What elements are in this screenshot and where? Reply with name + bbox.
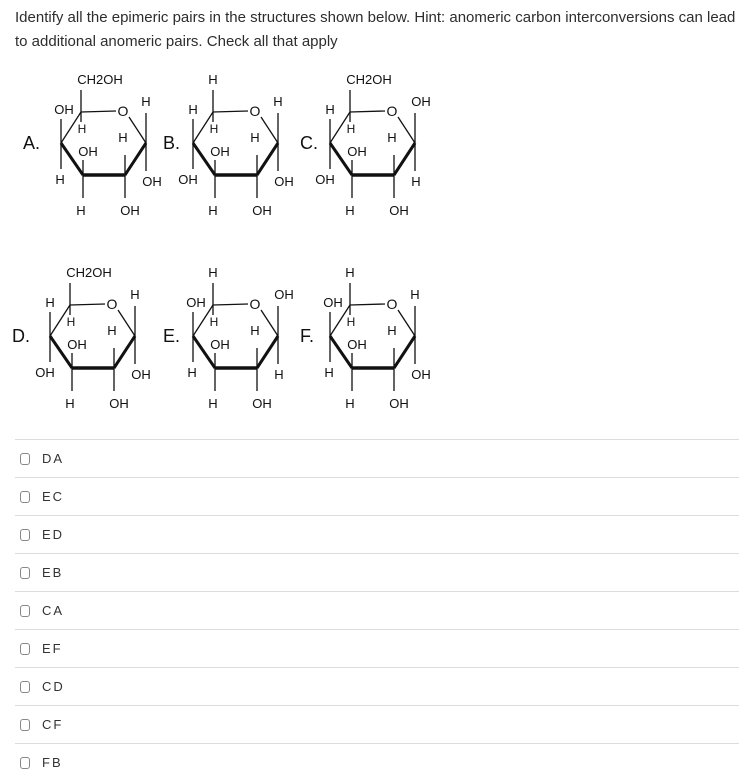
ring-oxygen: O (249, 296, 261, 312)
substituent-down: OH (411, 367, 431, 382)
substituent-up: H (107, 323, 117, 338)
structure-label: D. (12, 326, 30, 346)
substituent-down: H (76, 203, 86, 218)
structure-c (300, 72, 431, 218)
substituent-up: OH (210, 144, 230, 159)
substituent-down: OH (35, 365, 55, 380)
bond (129, 117, 146, 143)
checkbox[interactable] (20, 719, 30, 731)
bond (398, 117, 415, 143)
option-label: EB (42, 565, 64, 580)
checkbox[interactable] (20, 567, 30, 579)
substituent-up: H (273, 94, 283, 109)
bond (261, 310, 278, 336)
structure-b (163, 72, 294, 218)
substituent-down: H (209, 122, 219, 136)
substituent-up: OH (347, 144, 367, 159)
substituent-down: H (346, 315, 356, 329)
substituent-up: H (208, 72, 218, 87)
substituent-up: OH (323, 295, 343, 310)
substituent-down: H (346, 122, 356, 136)
substituent-down: H (66, 315, 76, 329)
structure-d (12, 265, 151, 411)
bold-bond (257, 143, 278, 175)
substituent-up: OH (78, 144, 98, 159)
substituent-up: H (118, 130, 128, 145)
structure-f (300, 265, 431, 411)
bond (70, 304, 105, 305)
option-row[interactable] (15, 439, 739, 477)
option-row[interactable] (15, 667, 739, 705)
bond (213, 111, 248, 112)
substituent-down: OH (389, 203, 409, 218)
ring-oxygen: O (386, 296, 398, 312)
substituent-down: H (65, 396, 75, 411)
ring-oxygen: O (249, 103, 261, 119)
option-label: DA (42, 451, 65, 466)
substituent-down: OH (274, 174, 294, 189)
substituent-down: OH (131, 367, 151, 382)
question-text: Identify all the epimeric pairs in the structures shown below. Hint: anomeric carbon interconversions can lead to additional anomeric pairs. Check all that apply (15, 9, 736, 50)
substituent-up: OH (274, 287, 294, 302)
substituent-down: H (411, 174, 421, 189)
bond (350, 111, 385, 112)
bond (398, 310, 415, 336)
substituent-up: CH2OH (77, 72, 123, 87)
bold-bond (394, 336, 415, 368)
substituent-down: H (208, 203, 218, 218)
checkbox[interactable] (20, 605, 30, 617)
checkbox[interactable] (20, 643, 30, 655)
substituent-down: OH (315, 172, 335, 187)
substituent-down: H (77, 122, 87, 136)
substituent-up: H (141, 94, 151, 109)
substituent-up: OH (54, 102, 74, 117)
checkbox[interactable] (20, 681, 30, 693)
substituent-down: OH (142, 174, 162, 189)
option-label: EC (42, 489, 65, 504)
substituent-up: CH2OH (66, 265, 112, 280)
ring-oxygen: O (106, 296, 118, 312)
structure-label: F. (300, 326, 315, 346)
checkbox[interactable] (20, 757, 30, 769)
substituent-up: OH (67, 337, 87, 352)
substituent-up: OH (186, 295, 206, 310)
substituent-up: H (45, 295, 55, 310)
substituent-up: H (387, 130, 397, 145)
option-label: CD (42, 679, 65, 694)
substituent-down: OH (120, 203, 140, 218)
substituent-down: H (209, 315, 219, 329)
substituent-down: H (55, 172, 65, 187)
substituent-up: H (250, 323, 260, 338)
option-row[interactable] (15, 515, 739, 553)
bold-bond (125, 143, 146, 175)
substituent-up: OH (411, 94, 431, 109)
substituent-down: H (208, 396, 218, 411)
substituent-up: H (345, 265, 355, 280)
substituent-up: H (188, 102, 198, 117)
structure-label: C. (300, 133, 318, 153)
substituent-down: OH (252, 203, 272, 218)
substituent-down: H (274, 367, 284, 382)
checkbox[interactable] (20, 453, 30, 465)
substituent-down: OH (389, 396, 409, 411)
substituent-up: H (130, 287, 140, 302)
substituent-up: H (410, 287, 420, 302)
bold-bond (114, 336, 135, 368)
substituent-down: OH (252, 396, 272, 411)
option-row[interactable] (15, 743, 739, 781)
substituent-up: H (387, 323, 397, 338)
bond (118, 310, 135, 336)
substituent-down: H (324, 365, 334, 380)
option-label: CF (42, 717, 64, 732)
structure-label: E. (163, 326, 181, 346)
substituent-down: H (187, 365, 197, 380)
substituent-up: OH (347, 337, 367, 352)
option-row[interactable] (15, 591, 739, 629)
option-row[interactable] (15, 477, 739, 515)
bond (350, 304, 385, 305)
bond (213, 304, 248, 305)
substituent-down: H (345, 203, 355, 218)
bold-bond (257, 336, 278, 368)
ring-oxygen: O (117, 103, 129, 119)
substituent-down: OH (178, 172, 198, 187)
bold-bond (394, 143, 415, 175)
option-label: CA (42, 603, 65, 618)
substituent-up: H (325, 102, 335, 117)
option-label: EF (42, 641, 63, 656)
substituent-up: OH (210, 337, 230, 352)
option-row[interactable] (15, 629, 739, 667)
substituent-down: OH (109, 396, 129, 411)
checkbox[interactable] (20, 491, 30, 503)
structure-label: A. (23, 133, 41, 153)
substituent-down: H (345, 396, 355, 411)
ring-oxygen: O (386, 103, 398, 119)
substituent-up: H (250, 130, 260, 145)
structure-a (23, 72, 162, 218)
bond (261, 117, 278, 143)
option-label: ED (42, 527, 65, 542)
structure-e (163, 265, 294, 411)
bond (81, 111, 116, 112)
substituent-up: H (208, 265, 218, 280)
option-label: FB (42, 755, 63, 770)
checkbox[interactable] (20, 529, 30, 541)
structure-label: B. (163, 133, 181, 153)
answer-options (15, 439, 739, 781)
option-row[interactable] (15, 553, 739, 591)
substituent-up: CH2OH (346, 72, 392, 87)
option-row[interactable] (15, 705, 739, 743)
